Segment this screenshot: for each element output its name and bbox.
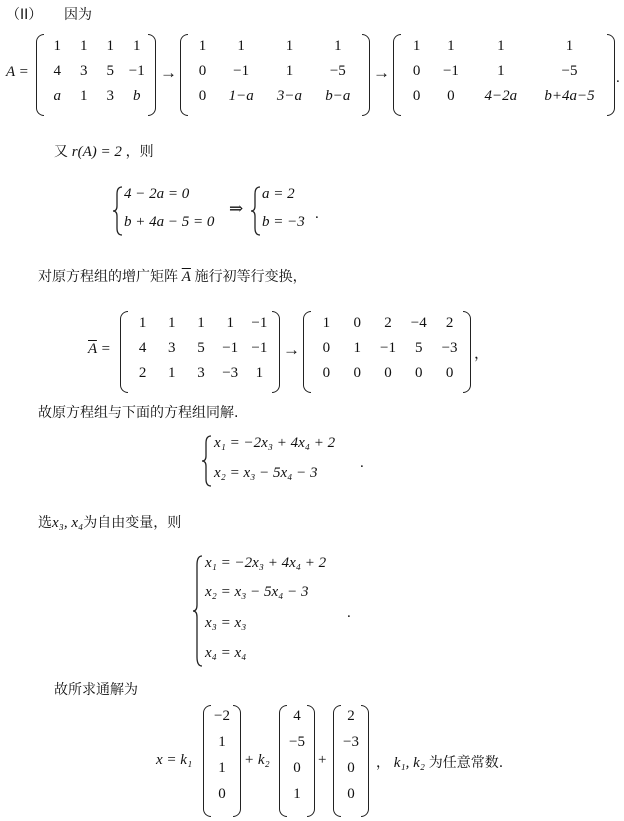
matrix-cell: 3 [80,63,88,79]
matrix-cell: −1 [251,315,268,331]
matrix-cell: 1 [168,315,176,331]
system3-eq1: x₁ = −2x₃ + 4x₄ + 2 [205,555,327,571]
matrix-cell: 0 [415,365,423,381]
vector-cell: −2 [214,708,230,724]
part-label: （II） [6,7,43,23]
system2-eq2: x₂ = x₃ − 5x₄ − 3 [214,465,318,481]
system1-eq2: b + 4a − 5 = 0 [124,214,215,230]
system-1: 4 − 2a = 0 b + 4a − 5 = 0 ⇒ a = 2 b = −3 . [113,184,323,244]
matrix-cell: −1 [233,63,250,79]
vector-cell: 2 [347,708,355,724]
implies-symbol: ⇒ [229,199,244,218]
system1-eq1: 4 − 2a = 0 [124,186,190,202]
solution-tail: ， k₁, k₂ 为任意常数. [376,755,504,771]
matrix-cell: −3 [441,340,458,356]
matrix-cell: −3 [222,365,239,381]
arrow-3: → [283,340,300,359]
matrix-A-step1 [180,34,370,116]
matrix-cell: 3 [106,88,114,104]
matrix-cell: 1 [197,315,205,331]
matrix-cell: 1−a [228,88,254,104]
matrix-cell: 0 [353,315,361,331]
vector-3 [333,705,369,817]
matrix-cell: 3−a [276,88,303,104]
matrix-cell: −1 [251,340,268,356]
matrix-cell: 5 [106,63,114,79]
system-2: x₁ = −2x₃ + 4x₄ + 2 x₂ = x₃ − 5x₄ − 3 . [202,433,372,493]
matrix-cell: 1 [353,340,361,356]
matrix-cell: −1 [128,63,145,79]
system1-sol2: b = −3 [262,214,305,230]
matrix-cell: 0 [353,365,361,381]
vector-cell: 0 [293,760,301,776]
vector-cell: 0 [347,760,355,776]
matrix-cell: 2 [384,315,392,331]
matrix-cell: 0 [384,365,392,381]
matrix-cell: 1 [447,38,455,54]
matrix-cell: −1 [222,340,239,356]
matrix-cell: 4 [53,63,61,79]
matrix-cell: 1 [80,38,88,54]
matrix-cell: 0 [198,88,207,104]
system3-eq2: x₂ = x₃ − 5x₄ − 3 [205,584,309,600]
rank-line: 又 r(A) = 2 ，则 [54,144,154,160]
arrow-2: → [373,63,390,82]
matrix-cell: 2 [445,315,454,331]
matrix-cell: −4 [410,315,427,331]
vector-cell: 1 [218,760,226,776]
row1-lhs: A = [6,64,29,80]
vector-cell: 0 [218,786,226,802]
arrow-1: → [160,63,177,82]
matrix-cell: 1 [106,38,114,54]
matrix-cell: 0 [412,63,421,79]
matrix-cell: 2 [138,365,147,381]
matrix-cell: 0 [198,63,207,79]
matrix-cell: 1 [412,38,421,54]
matrix-cell: 1 [322,315,331,331]
system3-eq4: x₄ = x₄ [205,645,247,661]
matrix-cell: 1 [285,38,294,54]
matrix-cell: b−a [325,88,351,104]
matrix-cell: −5 [329,63,346,79]
matrix-cell: 4 [138,340,147,356]
vector-cell: 4 [293,708,301,724]
general-text: 故所求通解为 [54,682,138,698]
matrix-cell: 0 [412,88,421,104]
matrix-cell: 3 [168,340,176,356]
vector-cell: 0 [347,786,355,802]
intro-text: 因为 [64,7,92,23]
solution-plus-k2: + k₂ [244,752,270,768]
solution-lhs: x = k₁ [156,752,193,768]
matrix-cell: 1 [497,63,505,79]
matrix-cell: 1 [198,38,207,54]
system3-eq3: x₃ = x₃ [205,615,247,631]
matrix-cell: −1 [442,63,459,79]
matrix-cell: 0 [445,365,454,381]
solution-plus: + [318,752,327,768]
system-3: x₁ = −2x₃ + 4x₄ + 2 x₂ = x₃ − 5x₄ − 3 x₃ = x₃ x₄ = x₄ . [193,553,363,671]
matrix-cell: 3 [197,365,205,381]
matrix-cell: 1 [565,38,574,54]
matrix-cell: 0 [447,88,455,104]
matrix-cell: 1 [255,365,264,381]
matrix-cell: 5 [415,340,423,356]
matrix-A [36,34,156,116]
matrix-cell: 1 [334,38,342,54]
vector-cell: −5 [289,734,305,750]
row2-end: ， [474,346,490,362]
row1-end: . [616,70,620,86]
vector-cell: 1 [218,734,226,750]
matrix-cell: 1 [80,88,88,104]
matrix-cell: 1 [133,38,141,54]
row2-lhs: $\overline{A}$ = [88,341,111,357]
vector-cell: 1 [293,786,301,802]
vector-cell: −3 [343,734,359,750]
matrix-cell: 1 [226,315,234,331]
matrix-cell: 1 [237,38,245,54]
matrix-cell: 1 [53,38,61,54]
matrix-cell: 0 [322,365,331,381]
matrix-cell: 1 [285,63,294,79]
matrix-A-step2 [393,34,615,116]
matrix-cell: b [133,88,141,104]
matrix-cell: −5 [561,63,578,79]
augment-text: 对原方程组的增广矩阵 $\overline{A}$ 施行初等行变换， [38,269,307,285]
equiv-text: 故原方程组与下面的方程组同解. [38,405,239,421]
matrix-A-bar [120,311,280,393]
free-vars-text: 选x₃, x₄为自由变量，则 [38,515,182,531]
system1-sol1: a = 2 [262,186,295,202]
matrix-cell: a [53,88,61,104]
matrix-cell: 1 [497,38,505,54]
matrix-A-bar-reduced [303,311,471,393]
matrix-cell: 4−2a [484,88,518,104]
vector-2 [279,705,315,817]
matrix-cell: −1 [380,340,396,356]
matrix-cell: b+4a−5 [544,88,595,104]
system2-eq1: x₁ = −2x₃ + 4x₄ + 2 [214,435,336,451]
matrix-cell: 1 [168,365,176,381]
vector-1 [203,705,241,817]
matrix-cell: 5 [197,340,205,356]
matrix-cell: 1 [138,315,147,331]
matrix-cell: 0 [322,340,331,356]
